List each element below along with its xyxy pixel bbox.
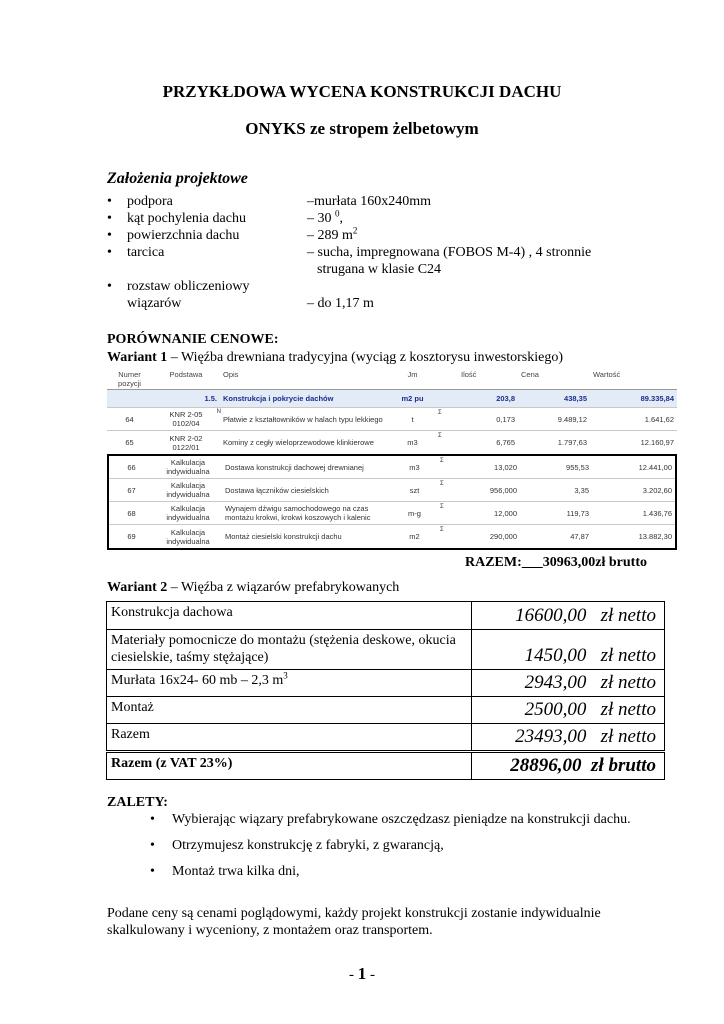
advantage-item: • Otrzymujesz konstrukcję z fabryki, z gwarancją,: [150, 838, 444, 853]
row-desc: Kominy z cegły wieloprzewodowe klinkierowe: [223, 438, 374, 447]
assumption-item: [107, 210, 647, 227]
section-qty: 203,8: [496, 394, 515, 403]
assumption-value: – do 1,17 m: [307, 296, 374, 311]
table-row: [107, 724, 665, 752]
advantage-item: • Wybierając wiązary prefabrykowane oszczędzasz pieniądze na konstrukcji dachu.: [150, 812, 631, 827]
table-row: [109, 456, 675, 479]
variant2-heading: Wariant 2 – Więźba z wiązarów prefabrykowanych: [107, 580, 400, 595]
price-amount: 28896,00 zł brutto: [472, 752, 665, 780]
table-row: [107, 630, 665, 670]
comparison-heading: PORÓWNANIE CENOWE:: [107, 332, 279, 347]
price-desc: Razem: [107, 724, 472, 752]
price-amount: 16600,00 zł netto: [472, 602, 665, 630]
highlighted-rows-box: [107, 454, 677, 550]
assumption-value: – sucha, impregnowana (FOBOS M-4) , 4 stronnie strugana w klasie C24: [307, 245, 592, 277]
row-num: 67: [127, 485, 136, 495]
price-desc: Konstrukcja dachowa: [107, 602, 472, 630]
header-cell: Opis: [223, 370, 239, 379]
row-base: Kalkulacja indywidualna: [166, 504, 210, 522]
row-base: Kalkulacja indywidualna: [166, 527, 210, 546]
assumptions-heading: Założenia projektowe: [107, 170, 248, 187]
row-desc: Dostawa łączników ciesielskich: [225, 485, 329, 495]
variant1-total: [465, 555, 647, 571]
row-num: 69: [127, 532, 136, 541]
bullet-icon: •: [150, 812, 155, 827]
row-num: 64: [125, 414, 134, 424]
assumption-item: [107, 278, 647, 312]
page-number: - 1 -: [349, 964, 375, 983]
row-num: 66: [127, 462, 136, 472]
section-row: [107, 390, 677, 408]
table-row: [107, 670, 665, 697]
assumption-value: –murłata 160x240mm: [307, 194, 432, 209]
cost-table-body-top: [107, 408, 677, 454]
row-desc: Wynajem dźwigu samochodowego na czas montażu krokwi, krokwi koszowych i kalenic: [225, 504, 371, 522]
row-qty: 290,000: [489, 532, 517, 541]
row-price: 119,73: [566, 508, 589, 518]
sigma-icon: Σ: [440, 504, 444, 510]
row-value: 12.441,00: [638, 462, 672, 472]
row-price: 3,35: [574, 485, 589, 495]
price-amount: 1450,00 zł netto: [472, 630, 665, 670]
assumption-label: powierzchnia dachu: [127, 228, 240, 243]
table-row: [109, 502, 675, 525]
row-unit: t: [411, 414, 414, 424]
row-unit: m3: [407, 438, 418, 447]
bullet-icon: •: [107, 211, 112, 226]
advantages-heading: ZALETY:: [107, 795, 168, 810]
total-label: RAZEM:: [465, 555, 522, 570]
section-price: 438,35: [564, 394, 587, 403]
bullet-icon: •: [150, 838, 155, 853]
row-price: 9.489,12: [557, 414, 587, 424]
header-cell: Cena: [521, 370, 539, 379]
table-row: [109, 525, 675, 548]
section-value: 89.335,84: [640, 394, 674, 403]
assumption-item: [107, 227, 647, 244]
row-value: 1.641,62: [644, 414, 674, 424]
bullet-icon: •: [107, 279, 112, 294]
row-desc: Dostawa konstrukcji dachowej drewnianej: [225, 462, 364, 472]
table-row: [107, 697, 665, 724]
row-unit: m3: [409, 462, 420, 472]
total-value: 30963,00zł brutto: [542, 555, 647, 570]
assumption-value: – 30 $^0$,: [307, 208, 343, 226]
row-base: Kalkulacja indywidualna: [166, 481, 210, 499]
assumption-value: – 289 $m^2$: [307, 225, 358, 243]
document-title: PRZYKŁDOWA WYCENA KONSTRUKCJI DACHU: [162, 82, 562, 101]
table-row: [107, 431, 677, 454]
assumptions-list: [107, 193, 647, 312]
header-cell: Numer pozycji: [118, 370, 141, 388]
row-qty: 956,000: [489, 485, 517, 495]
assumption-item: [107, 244, 647, 278]
section-num: 1.5.: [204, 394, 217, 403]
bullet-icon: •: [107, 245, 112, 260]
row-base: KNR 2-05 0102/04 N: [169, 409, 221, 428]
row-desc: Montaż ciesielski konstrukcji dachu: [225, 532, 342, 541]
sigma-icon: Σ: [438, 433, 442, 439]
assumption-label: tarcica: [127, 245, 165, 260]
price-desc: Montaż: [107, 697, 472, 724]
price-desc: Razem (z VAT 23%): [107, 752, 472, 780]
sigma-icon: Σ: [440, 527, 444, 533]
section-unit: m2 pu: [401, 394, 424, 403]
row-num: 68: [127, 508, 136, 518]
price-desc: Materiały pomocnicze do montażu (stężenia deskowe, okucia ciesielskie, taśmy stężające): [107, 630, 472, 670]
document-subtitle: ONYKS ze stropem żelbetowym: [245, 119, 479, 138]
section-desc: Konstrukcja i pokrycie dachów: [223, 394, 334, 403]
price-desc: Murłata 16x24- 60 mb – 2,3 $m^3$: [107, 670, 472, 697]
table-row: [107, 752, 665, 780]
bullet-icon: •: [150, 864, 155, 879]
row-price: 47,87: [570, 532, 589, 541]
row-base: KNR 2-02 0122/01: [169, 433, 203, 452]
row-qty: 6,765: [496, 438, 515, 447]
assumption-label: rozstaw obliczeniowy wiązarów: [127, 279, 250, 311]
row-qty: 0,173: [496, 414, 515, 424]
row-value: 13.882,30: [638, 532, 672, 541]
assumption-item: [107, 193, 647, 210]
bullet-icon: •: [107, 194, 112, 209]
assumption-label: kąt pochylenia dachu: [127, 211, 246, 226]
price-amount: 2943,00 zł netto: [472, 670, 665, 697]
row-unit: m-g: [408, 508, 421, 518]
assumption-label: podpora: [127, 194, 173, 209]
price-amount: 2500,00 zł netto: [472, 697, 665, 724]
row-value: 12.160,97: [640, 438, 674, 447]
row-qty: 12,000: [494, 508, 517, 518]
row-base: Kalkulacja indywidualna: [166, 458, 210, 476]
row-desc: Płatwie z kształtowników w halach typu lekkiego: [223, 414, 383, 424]
table-row: [107, 602, 665, 630]
row-value: 1.436,76: [642, 508, 672, 518]
header-cell: Podstawa: [169, 370, 203, 379]
header-cell: Jm: [407, 370, 418, 379]
row-price: 1.797,63: [557, 438, 587, 447]
row-unit: m2: [409, 532, 420, 541]
sigma-icon: Σ: [440, 458, 444, 464]
price-amount: 23493,00 zł netto: [472, 724, 665, 752]
header-cell: [435, 368, 458, 389]
cost-estimate-table: [107, 368, 677, 550]
row-qty: 13,020: [494, 462, 517, 472]
sigma-icon: Σ: [438, 410, 442, 416]
variant2-price-table: [106, 601, 665, 780]
sigma-icon: Σ: [440, 481, 444, 487]
row-price: 955,53: [566, 462, 589, 472]
header-cell: Wartość: [593, 370, 621, 379]
row-num: 65: [125, 438, 134, 447]
row-value: 3.202,60: [642, 485, 672, 495]
table-row: [107, 408, 677, 431]
header-cell: Ilość: [461, 370, 477, 379]
variant1-heading: Wariant 1 – Więźba drewniana tradycyjna (wyciąg z kosztorysu inwestorskiego): [107, 350, 563, 365]
table-row: [109, 479, 675, 502]
bullet-icon: •: [107, 228, 112, 243]
footer-note: Podane ceny są cenami poglądowymi, każdy projekt konstrukcji zostanie indywidualnie skalkulowany i wyceniony, z montażem oraz transportem.: [107, 906, 601, 938]
row-unit: szt: [409, 485, 420, 495]
advantage-item: • Montaż trwa kilka dni,: [150, 864, 300, 879]
cost-table-header: [107, 368, 677, 390]
